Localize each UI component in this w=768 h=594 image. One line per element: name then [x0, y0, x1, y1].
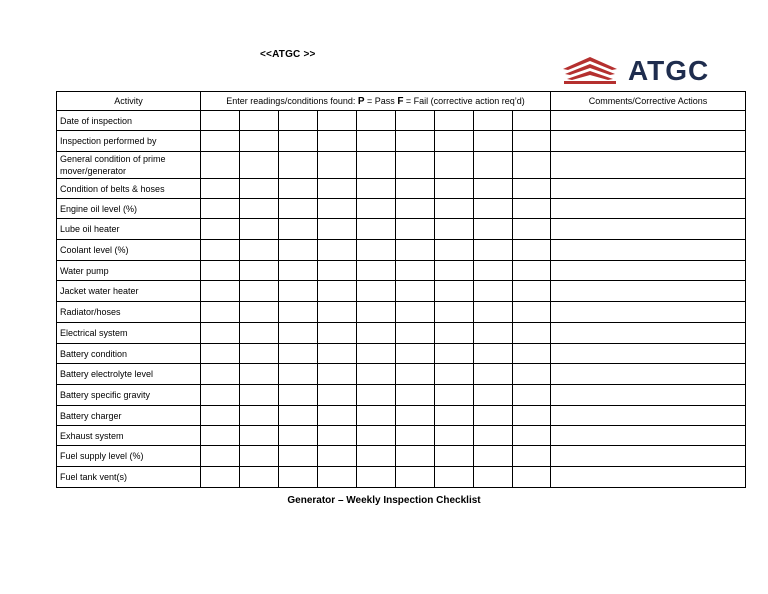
reading-cell[interactable]	[318, 344, 357, 364]
reading-cell[interactable]	[279, 426, 318, 446]
table-row	[57, 281, 746, 302]
reading-cell[interactable]	[201, 131, 240, 152]
table-row	[57, 219, 746, 240]
reading-cell[interactable]	[474, 406, 513, 426]
reading-cell[interactable]	[201, 111, 240, 131]
reading-cell[interactable]	[357, 344, 396, 364]
reading-cell[interactable]	[318, 426, 357, 446]
reading-cell[interactable]	[513, 364, 551, 385]
reading-cell[interactable]	[201, 240, 240, 261]
activity-label: Jacket water heater	[57, 281, 201, 302]
reading-cell[interactable]	[357, 261, 396, 281]
comment-cell[interactable]	[551, 302, 746, 323]
reading-cell[interactable]	[318, 240, 357, 261]
table-row	[57, 131, 746, 152]
activity-label: Engine oil level (%)	[57, 199, 201, 219]
reading-cell[interactable]	[279, 323, 318, 344]
reading-cell[interactable]	[435, 406, 474, 426]
comment-cell[interactable]	[551, 385, 746, 406]
activity-label: Electrical system	[57, 323, 201, 344]
reading-cell[interactable]	[357, 467, 396, 488]
reading-cell[interactable]	[435, 111, 474, 131]
reading-cell[interactable]	[435, 385, 474, 406]
reading-cell[interactable]	[396, 302, 435, 323]
reading-cell[interactable]	[474, 111, 513, 131]
reading-cell[interactable]	[201, 261, 240, 281]
reading-cell[interactable]	[279, 406, 318, 426]
reading-cell[interactable]	[474, 179, 513, 199]
reading-cell[interactable]	[396, 199, 435, 219]
reading-cell[interactable]	[357, 323, 396, 344]
table-row	[57, 406, 746, 426]
activity-label: Battery charger	[57, 406, 201, 426]
reading-cell[interactable]	[513, 467, 551, 488]
table-row	[57, 302, 746, 323]
reading-cell[interactable]	[474, 385, 513, 406]
comment-cell[interactable]	[551, 240, 746, 261]
reading-cell[interactable]	[435, 199, 474, 219]
reading-cell[interactable]	[474, 131, 513, 152]
reading-cell[interactable]	[201, 219, 240, 240]
activity-label: Battery specific gravity	[57, 385, 201, 406]
reading-cell[interactable]	[240, 219, 279, 240]
reading-cell[interactable]	[396, 364, 435, 385]
reading-cell[interactable]	[513, 199, 551, 219]
reading-cell[interactable]	[318, 446, 357, 467]
reading-cell[interactable]	[240, 467, 279, 488]
comment-cell[interactable]	[551, 406, 746, 426]
logo-text: ATGC	[628, 55, 710, 86]
reading-cell[interactable]	[357, 199, 396, 219]
reading-cell[interactable]	[513, 385, 551, 406]
reading-cell[interactable]	[357, 219, 396, 240]
reading-cell[interactable]	[435, 179, 474, 199]
table-row	[57, 446, 746, 467]
table-row	[57, 426, 746, 446]
activity-label: Fuel supply level (%)	[57, 446, 201, 467]
reading-cell[interactable]	[318, 131, 357, 152]
reading-cell[interactable]	[279, 281, 318, 302]
reading-cell[interactable]	[201, 406, 240, 426]
reading-cell[interactable]	[318, 406, 357, 426]
reading-cell[interactable]	[201, 344, 240, 364]
reading-cell[interactable]	[279, 152, 318, 179]
reading-cell[interactable]	[396, 426, 435, 446]
comment-cell[interactable]	[551, 364, 746, 385]
activity-label: Fuel tank vent(s)	[57, 467, 201, 488]
reading-cell[interactable]	[318, 385, 357, 406]
reading-cell[interactable]	[201, 281, 240, 302]
reading-cell[interactable]	[396, 179, 435, 199]
table-row	[57, 111, 746, 131]
reading-cell[interactable]	[396, 323, 435, 344]
activity-label: Exhaust system	[57, 426, 201, 446]
reading-cell[interactable]	[201, 364, 240, 385]
reading-cell[interactable]	[357, 281, 396, 302]
reading-cell[interactable]	[279, 219, 318, 240]
table-row	[57, 179, 746, 199]
reading-cell[interactable]	[513, 179, 551, 199]
reading-cell[interactable]	[201, 179, 240, 199]
table-row	[57, 199, 746, 219]
reading-cell[interactable]	[513, 131, 551, 152]
reading-cell[interactable]	[357, 406, 396, 426]
reading-cell[interactable]	[474, 261, 513, 281]
reading-cell[interactable]	[318, 199, 357, 219]
reading-cell[interactable]	[357, 131, 396, 152]
reading-cell[interactable]	[318, 219, 357, 240]
reading-cell[interactable]	[318, 364, 357, 385]
reading-cell[interactable]	[474, 152, 513, 179]
reading-cell[interactable]	[513, 344, 551, 364]
reading-cell[interactable]	[513, 446, 551, 467]
reading-cell[interactable]	[318, 302, 357, 323]
comment-cell[interactable]	[551, 131, 746, 152]
comment-cell[interactable]	[551, 426, 746, 446]
reading-cell[interactable]	[435, 261, 474, 281]
activity-label: Lube oil heater	[57, 219, 201, 240]
reading-cell[interactable]	[513, 302, 551, 323]
reading-cell[interactable]	[513, 219, 551, 240]
activity-label: Date of inspection	[57, 111, 201, 131]
reading-cell[interactable]	[240, 152, 279, 179]
reading-cell[interactable]	[240, 281, 279, 302]
reading-cell[interactable]	[240, 179, 279, 199]
reading-cell[interactable]	[240, 344, 279, 364]
comment-cell[interactable]	[551, 261, 746, 281]
reading-cell[interactable]	[396, 281, 435, 302]
reading-cell[interactable]	[240, 302, 279, 323]
reading-cell[interactable]	[318, 152, 357, 179]
reading-cell[interactable]	[279, 467, 318, 488]
reading-cell[interactable]	[279, 131, 318, 152]
reading-cell[interactable]	[357, 302, 396, 323]
reading-cell[interactable]	[318, 281, 357, 302]
reading-cell[interactable]	[279, 261, 318, 281]
reading-cell[interactable]	[201, 302, 240, 323]
reading-cell[interactable]	[240, 261, 279, 281]
reading-cell[interactable]	[435, 323, 474, 344]
reading-cell[interactable]	[357, 152, 396, 179]
reading-cell[interactable]	[357, 240, 396, 261]
readings-column-header: Enter readings/conditions found: P = Pass F = Fail (corrective action req’d)	[201, 92, 551, 111]
reading-cell[interactable]	[240, 240, 279, 261]
reading-cell[interactable]	[318, 179, 357, 199]
reading-cell[interactable]	[513, 426, 551, 446]
reading-cell[interactable]	[435, 240, 474, 261]
reading-cell[interactable]	[435, 152, 474, 179]
comment-cell[interactable]	[551, 219, 746, 240]
reading-cell[interactable]	[357, 179, 396, 199]
reading-cell[interactable]	[474, 323, 513, 344]
reading-cell[interactable]	[357, 364, 396, 385]
reading-cell[interactable]	[396, 261, 435, 281]
roof-stripes-icon	[561, 55, 621, 85]
reading-cell[interactable]	[201, 323, 240, 344]
reading-cell[interactable]	[240, 406, 279, 426]
reading-cell[interactable]	[396, 406, 435, 426]
activity-label: Battery condition	[57, 344, 201, 364]
activity-column-header: Activity	[57, 92, 201, 111]
reading-cell[interactable]	[474, 199, 513, 219]
activity-label: Coolant level (%)	[57, 240, 201, 261]
reading-cell[interactable]	[240, 385, 279, 406]
activity-label: General condition of prime mover/generator	[57, 152, 201, 179]
reading-cell[interactable]	[435, 426, 474, 446]
table-row	[57, 344, 746, 364]
reading-cell[interactable]	[513, 323, 551, 344]
reading-cell[interactable]	[396, 344, 435, 364]
reading-cell[interactable]	[396, 385, 435, 406]
reading-cell[interactable]	[318, 261, 357, 281]
reading-cell[interactable]	[474, 240, 513, 261]
reading-cell[interactable]	[240, 199, 279, 219]
comment-cell[interactable]	[551, 152, 746, 179]
checklist-title: Generator – Weekly Inspection Checklist	[287, 495, 481, 506]
reading-cell[interactable]	[396, 111, 435, 131]
reading-cell[interactable]	[201, 426, 240, 446]
activity-label: Radiator/hoses	[57, 302, 201, 323]
reading-cell[interactable]	[240, 446, 279, 467]
activity-label: Battery electrolyte level	[57, 364, 201, 385]
reading-cell[interactable]	[279, 179, 318, 199]
reading-cell[interactable]	[240, 323, 279, 344]
reading-cell[interactable]	[474, 467, 513, 488]
reading-cell[interactable]	[474, 302, 513, 323]
reading-cell[interactable]	[240, 111, 279, 131]
reading-cell[interactable]	[474, 344, 513, 364]
comments-column-header: Comments/Corrective Actions	[551, 92, 746, 111]
reading-cell[interactable]	[474, 364, 513, 385]
reading-cell[interactable]	[318, 323, 357, 344]
activity-label: Inspection performed by	[57, 131, 201, 152]
reading-cell[interactable]	[318, 111, 357, 131]
comment-cell[interactable]	[551, 344, 746, 364]
reading-cell[interactable]	[201, 446, 240, 467]
reading-cell[interactable]	[279, 446, 318, 467]
reading-cell[interactable]	[201, 467, 240, 488]
reading-cell[interactable]	[240, 426, 279, 446]
comment-cell[interactable]	[551, 446, 746, 467]
table-header-row	[57, 92, 746, 111]
reading-cell[interactable]	[435, 344, 474, 364]
comment-cell[interactable]	[551, 179, 746, 199]
reading-cell[interactable]	[474, 219, 513, 240]
reading-cell[interactable]	[357, 111, 396, 131]
table-row	[57, 364, 746, 385]
reading-cell[interactable]	[357, 446, 396, 467]
reading-cell[interactable]	[435, 302, 474, 323]
table-row	[57, 467, 746, 488]
reading-cell[interactable]	[396, 240, 435, 261]
table-row	[57, 323, 746, 344]
activity-label: Condition of belts & hoses	[57, 179, 201, 199]
comment-cell[interactable]	[551, 323, 746, 344]
page-header-title: <<ATGC >>	[260, 49, 316, 60]
reading-cell[interactable]	[396, 446, 435, 467]
inspection-table	[56, 91, 746, 488]
reading-cell[interactable]	[474, 446, 513, 467]
reading-cell[interactable]	[240, 131, 279, 152]
reading-cell[interactable]	[513, 111, 551, 131]
reading-cell[interactable]	[279, 344, 318, 364]
reading-cell[interactable]	[279, 240, 318, 261]
activity-label: Water pump	[57, 261, 201, 281]
table-row	[57, 152, 746, 179]
reading-cell[interactable]	[513, 152, 551, 179]
table-row	[57, 261, 746, 281]
reading-cell[interactable]	[396, 152, 435, 179]
comment-cell[interactable]	[551, 199, 746, 219]
reading-cell[interactable]	[279, 364, 318, 385]
reading-cell[interactable]	[435, 364, 474, 385]
reading-cell[interactable]	[396, 131, 435, 152]
comment-cell[interactable]	[551, 281, 746, 302]
reading-cell[interactable]	[279, 302, 318, 323]
comment-cell[interactable]	[551, 111, 746, 131]
reading-cell[interactable]	[513, 281, 551, 302]
reading-cell[interactable]	[201, 199, 240, 219]
reading-cell[interactable]	[396, 219, 435, 240]
reading-cell[interactable]	[435, 219, 474, 240]
table-row	[57, 385, 746, 406]
reading-cell[interactable]	[201, 385, 240, 406]
table-row	[57, 240, 746, 261]
reading-cell[interactable]	[474, 426, 513, 446]
reading-cell[interactable]	[435, 281, 474, 302]
reading-cell[interactable]	[396, 467, 435, 488]
reading-cell[interactable]	[357, 385, 396, 406]
reading-cell[interactable]	[357, 426, 396, 446]
comment-cell[interactable]	[551, 467, 746, 488]
reading-cell[interactable]	[318, 467, 357, 488]
reading-cell[interactable]	[435, 467, 474, 488]
reading-cell[interactable]	[279, 111, 318, 131]
reading-cell[interactable]	[513, 261, 551, 281]
reading-cell[interactable]	[513, 240, 551, 261]
reading-cell[interactable]	[435, 131, 474, 152]
reading-cell[interactable]	[279, 385, 318, 406]
company-logo	[561, 55, 731, 89]
reading-cell[interactable]	[240, 364, 279, 385]
reading-cell[interactable]	[513, 406, 551, 426]
reading-cell[interactable]	[435, 446, 474, 467]
reading-cell[interactable]	[279, 199, 318, 219]
reading-cell[interactable]	[201, 152, 240, 179]
reading-cell[interactable]	[474, 281, 513, 302]
